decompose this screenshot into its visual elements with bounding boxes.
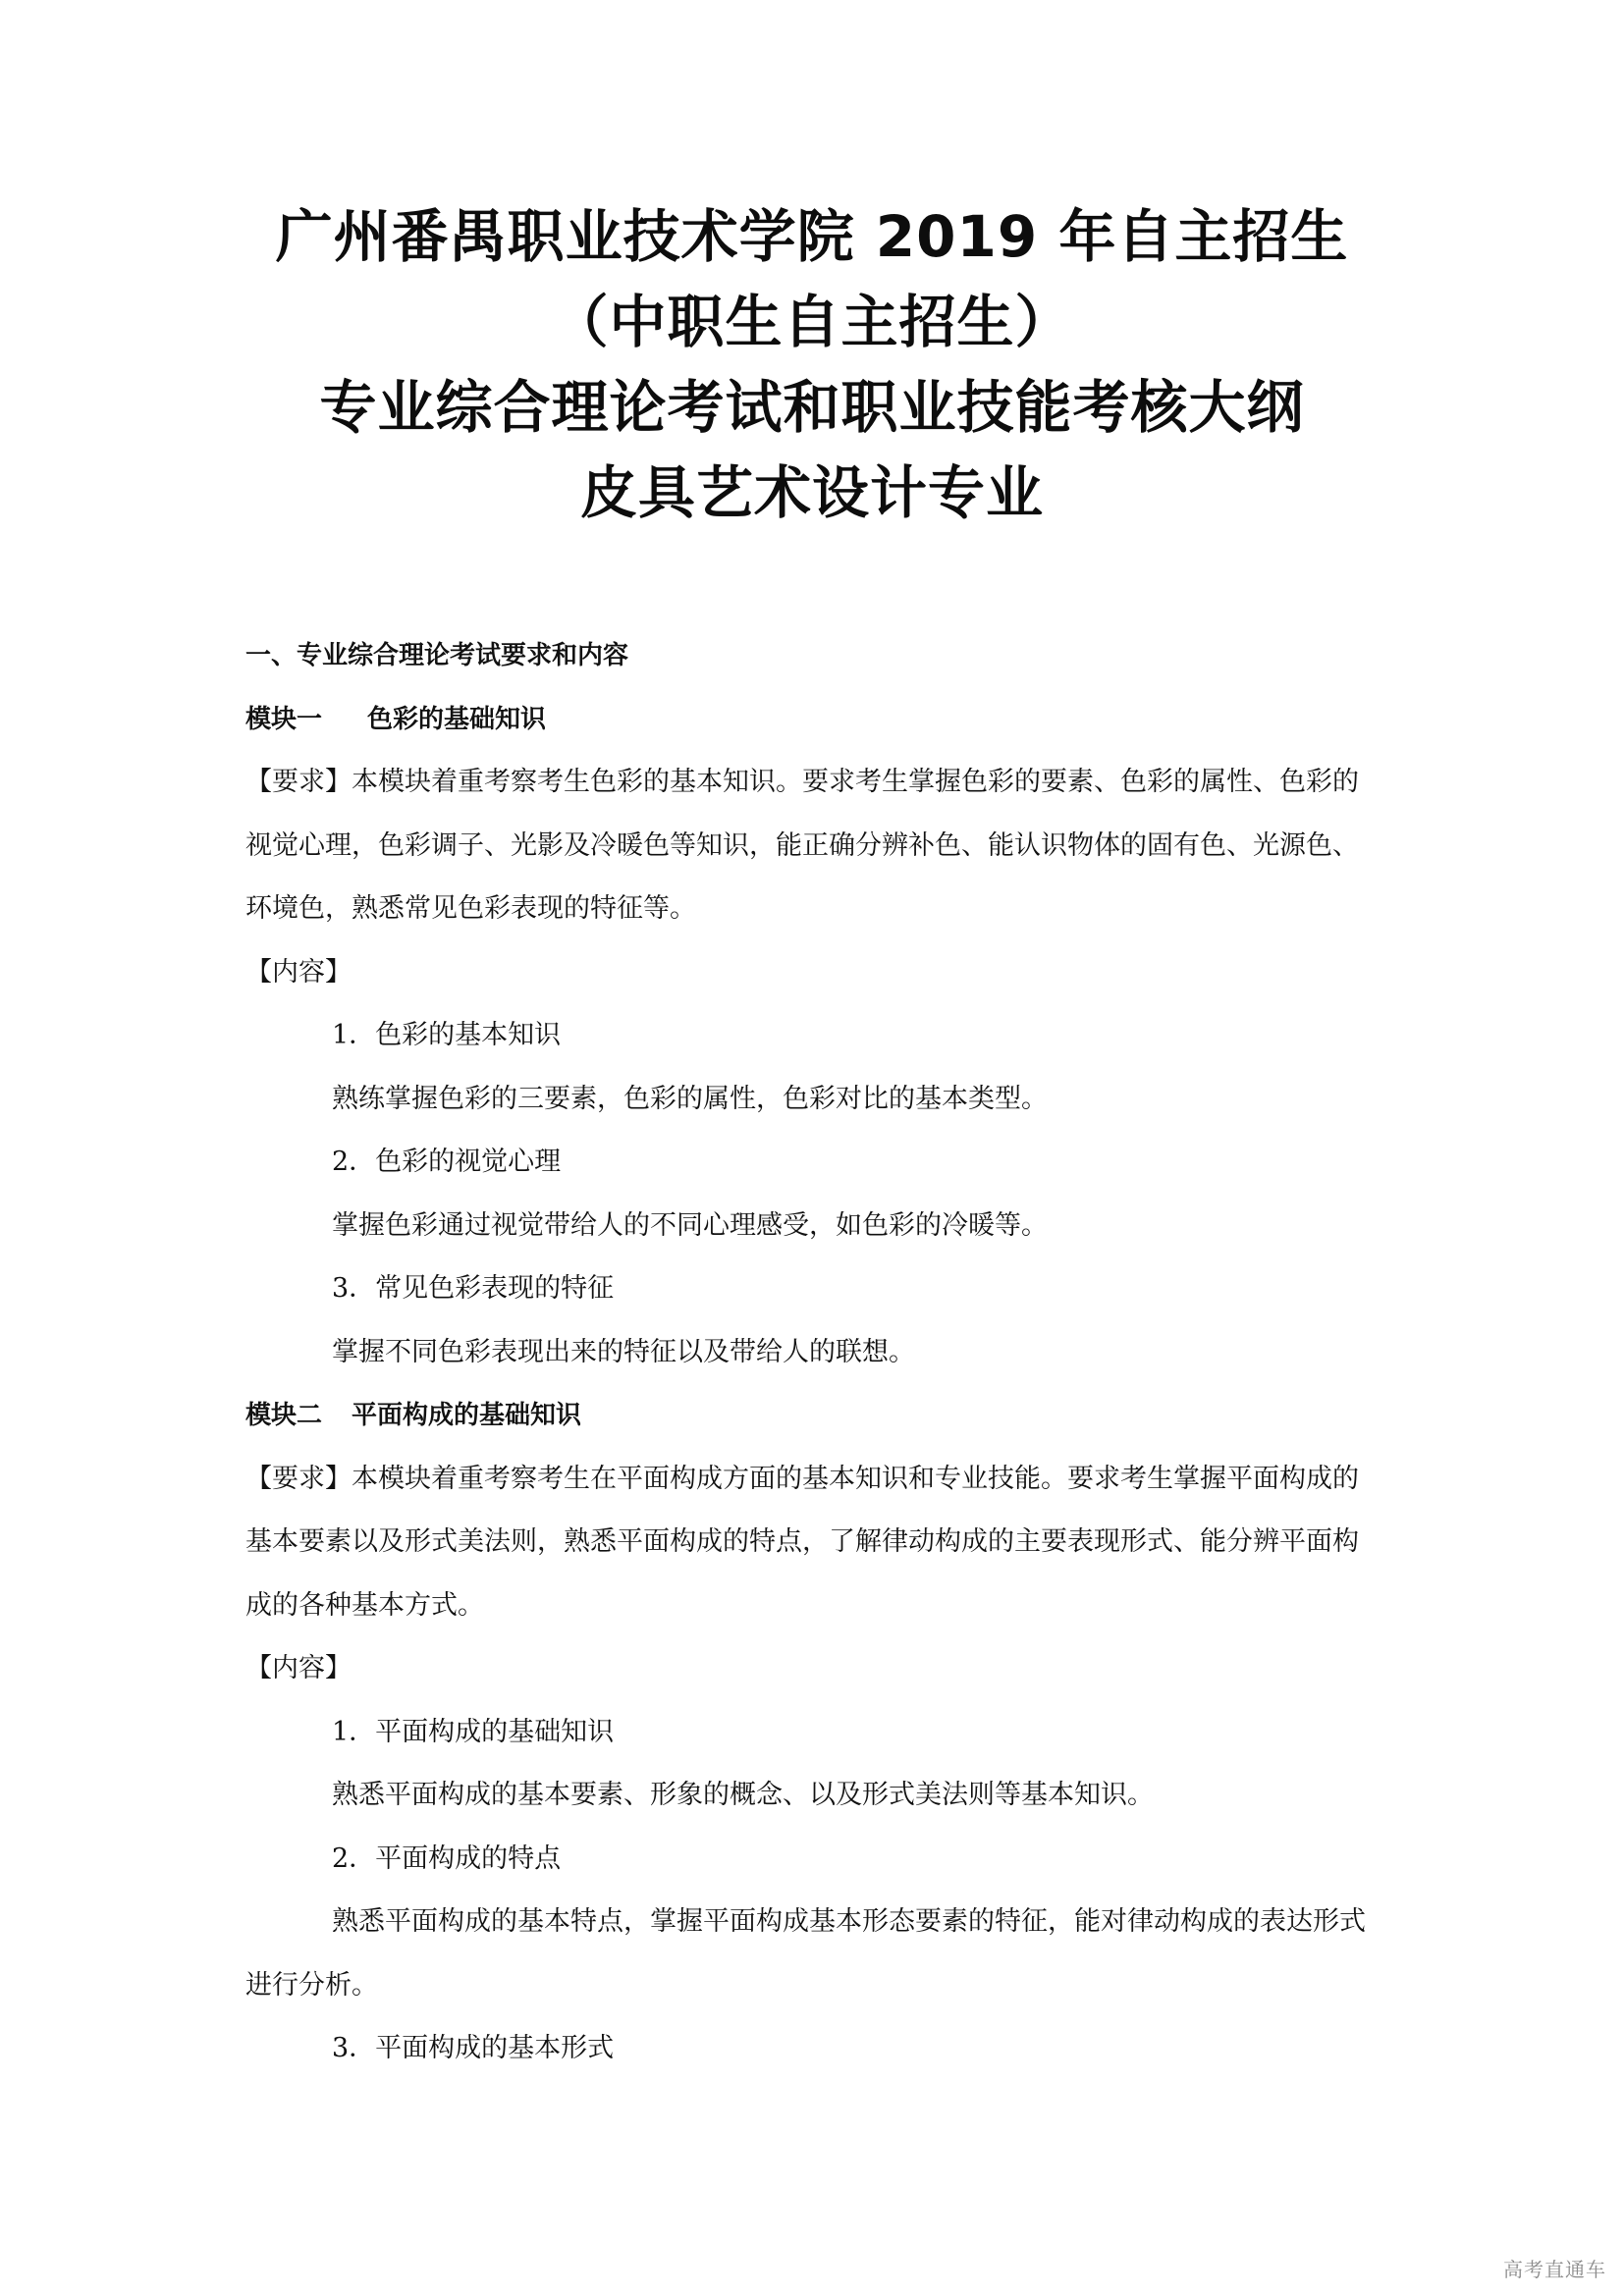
title-line-1: 广州番禺职业技术学院 2019 年自主招生 (275, 203, 1349, 270)
module-2-item-2-title: 2．平面构成的特点 (332, 1842, 562, 1874)
module-2-item-2-desc-line-1: 熟悉平面构成的基本特点，掌握平面构成基本形态要素的特征，能对律动构成的表达形式 (332, 1906, 1366, 1937)
module-1-requirement-line-3: 环境色，熟悉常见色彩表现的特征等。 (245, 893, 696, 924)
module-1-content-label: 【内容】 (245, 956, 352, 988)
module-1-requirement-line-1: 【要求】本模块着重考察考生色彩的基本知识。要求考生掌握色彩的要素、色彩的属性、色彩的 (245, 767, 1359, 797)
module-2-content-label: 【内容】 (245, 1653, 352, 1683)
module-2-requirement-line-1: 【要求】本模块着重考察考生在平面构成方面的基本知识和专业技能。要求考生掌握平面构成的 (245, 1463, 1359, 1494)
module-1-item-1-title: 1．色彩的基本知识 (332, 1020, 562, 1050)
module-2-heading (245, 1384, 1453, 1448)
module-1-item-3-title: 3．常见色彩表现的特征 (332, 1273, 615, 1304)
module-2-requirement-line-2: 基本要素以及形式美法则，熟悉平面构成的特点，了解律动构成的主要表现形式、能分辨平面构 (245, 1526, 1359, 1557)
title-line-3: 专业综合理论考试和职业技能考核大纲 (319, 374, 1305, 441)
watermark: 高考直通车 (1503, 2258, 1606, 2281)
module-1-label: 模块一 (245, 704, 323, 734)
module-2-label: 模块二 (245, 1401, 323, 1430)
module-1-item-1-desc: 熟练掌握色彩的三要素，色彩的属性，色彩对比的基本类型。 (332, 1083, 1048, 1114)
module-1-requirement-line-2: 视觉心理，色彩调子、光影及冷暖色等知识，能正确分辨补色、能认识物体的固有色、光源色、 (245, 829, 1359, 861)
module-2-item-2-desc-line-2: 进行分析。 (245, 1969, 378, 2001)
section-heading: 一、专业综合理论考试要求和内容 (245, 641, 629, 670)
module-1-name: 色彩的基础知识 (367, 704, 547, 734)
module-2-requirement-line-3: 成的各种基本方式。 (245, 1589, 484, 1621)
module-1-item-3-desc: 掌握不同色彩表现出来的特征以及带给人的联想。 (332, 1336, 915, 1367)
module-1-item-2-desc: 掌握色彩通过视觉带给人的不同心理感受，如色彩的冷暖等。 (332, 1209, 1048, 1241)
document-body (245, 624, 1453, 2081)
module-1-item-2-title: 2．色彩的视觉心理 (332, 1147, 562, 1177)
module-2-item-1-title: 1．平面构成的基础知识 (332, 1716, 615, 1747)
module-2-item-3-title: 3．平面构成的基本形式 (332, 2033, 615, 2063)
title-line-4: 皮具艺术设计专业 (579, 459, 1044, 526)
module-2-item-1-desc: 熟悉平面构成的基本要素、形象的概念、以及形式美法则等基本知识。 (332, 1780, 1154, 1810)
document-title (0, 194, 1624, 536)
module-2-name: 平面构成的基础知识 (352, 1401, 582, 1430)
title-line-2: （中职生自主招生） (551, 289, 1073, 355)
module-1-heading (245, 688, 1453, 752)
